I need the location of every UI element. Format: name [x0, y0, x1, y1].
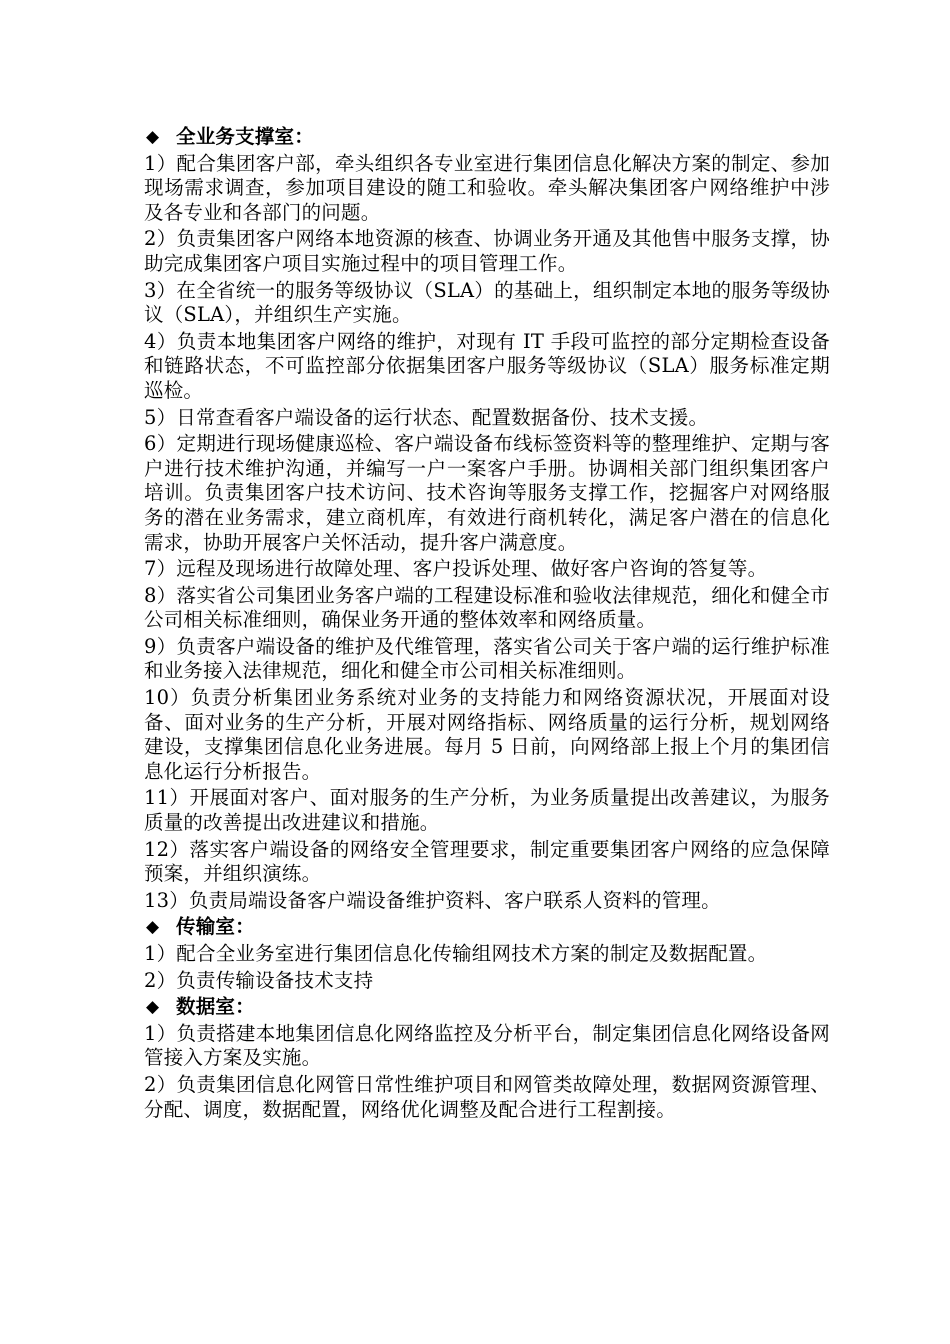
section-transmission [144, 915, 830, 993]
diamond-bullet-icon: ◆ [146, 917, 160, 938]
paragraph-item: 10）负责分析集团业务系统对业务的支持能力和网络资源状况，开展面对设备、面对业务的生产分析，开展对网络指标、网络质量的运行分析，规划网络建设，支撑集团信息化业务进展。每月 5 日前，向网络部上报上个月的集团信息化运行分析报告。 [144, 686, 830, 783]
section-heading [144, 915, 830, 940]
paragraph-item: 5）日常查看客户端设备的运行状态、配置数据备份、技术支援。 [144, 405, 709, 429]
section-title: 传输室： [176, 915, 255, 939]
section-title: 数据室： [176, 995, 255, 1019]
diamond-bullet-icon: ◆ [146, 997, 160, 1018]
paragraph-item: 13）负责局端设备客户端设备维护资料、客户联系人资料的管理。 [144, 888, 721, 912]
diamond-bullet-icon: ◆ [146, 127, 160, 147]
section-full-business-support [144, 125, 830, 913]
section-title: 全业务支撑室： [176, 125, 314, 148]
paragraph-item: 3）在全省统一的服务等级协议（SLA）的基础上，组织制定本地的服务等级协议（SLA），并组织生产实施。 [144, 278, 830, 327]
paragraph-item: 2）负责传输设备技术支持 [144, 968, 374, 992]
paragraph-item: 9）负责客户端设备的维护及代维管理，落实省公司关于客户端的运行维护标准和业务接入法律规范，细化和健全市公司相关标准细则。 [144, 634, 830, 683]
section-heading [144, 995, 830, 1020]
paragraph-item: 6）定期进行现场健康巡检、客户端设备布线标签资料等的整理维护、定期与客户进行技术维护沟通，并编写一户一案客户手册。协调相关部门组织集团客户培训。负责集团客户技术访问、技术咨询等服务支撑工作，挖掘客户对网络服务的潜在业务需求，建立商机库，有效进行商机转化，满足客户潜在的信息化需求，协助开展客户关怀活动，提升客户满意度。 [144, 432, 830, 554]
paragraph-item: 1）配合集团客户部，牵头组织各专业室进行集团信息化解决方案的制定、参加现场需求调查，参加项目建设的随工和验收。牵头解决集团客户网络维护中涉及各专业和各部门的问题。 [144, 151, 830, 224]
paragraph-item: 1）负责搭建本地集团信息化网络监控及分析平台，制定集团信息化网络设备网管接入方案及实施。 [144, 1021, 830, 1070]
paragraph-item: 7）远程及现场进行故障处理、客户投诉处理、做好客户咨询的答复等。 [144, 557, 768, 581]
paragraph-item: 1）配合全业务室进行集团信息化传输组网技术方案的制定及数据配置。 [144, 942, 768, 965]
paragraph-item: 12）落实客户端设备的网络安全管理要求，制定重要集团客户网络的应急保障预案，并组织演练。 [144, 837, 830, 886]
paragraph-item: 8）落实省公司集团业务客户端的工程建设标准和验收法律规范，细化和健全市公司相关标准细则，确保业务开通的整体效率和网络质量。 [144, 583, 830, 632]
section-heading [144, 125, 830, 150]
document-page [144, 124, 830, 1124]
paragraph-item: 2）负责集团信息化网管日常性维护项目和网管类故障处理，数据网资源管理、分配、调度，数据配置，网络优化调整及配合进行工程割接。 [144, 1072, 830, 1121]
paragraph-item: 4）负责本地集团客户网络的维护，对现有 IT 手段可监控的部分定期检查设备和链路状态，不可监控部分依据集团客户服务等级协议（SLA）服务标准定期巡检。 [144, 329, 830, 402]
section-data [144, 995, 830, 1122]
paragraph-item: 11）开展面对客户、面对服务的生产分析，为业务质量提出改善建议，为服务质量的改善提出改进建议和措施。 [144, 786, 830, 835]
paragraph-item: 2）负责集团客户网络本地资源的核查、协调业务开通及其他售中服务支撑，协助完成集团客户项目实施过程中的项目管理工作。 [144, 227, 830, 275]
